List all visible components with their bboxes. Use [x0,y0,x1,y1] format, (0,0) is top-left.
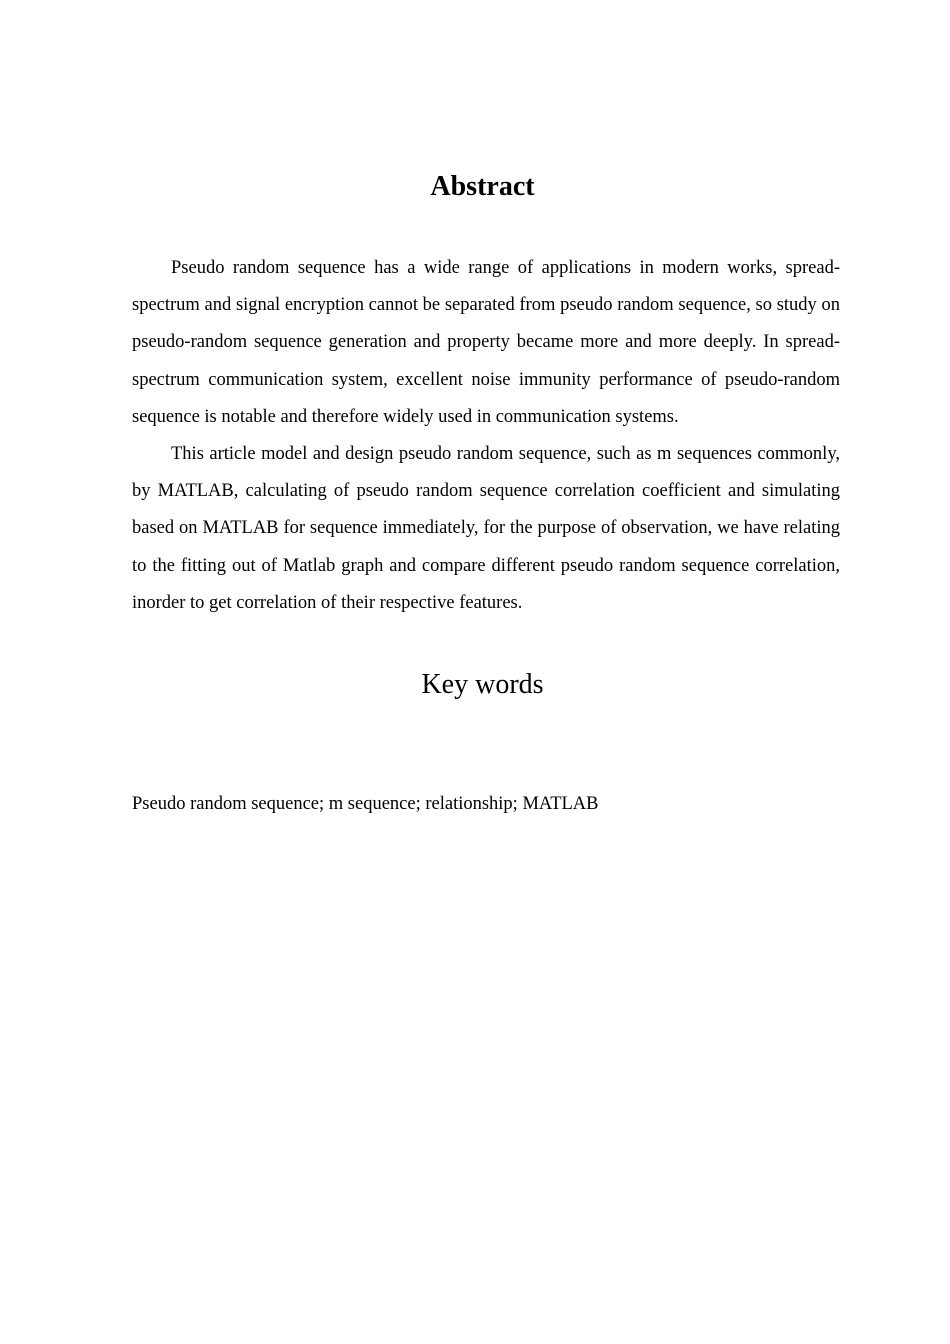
abstract-body [132,250,840,622]
keywords-heading: Key words [421,669,544,700]
keywords-text: Pseudo random sequence; m sequence; relationship; MATLAB [132,794,599,814]
abstract-heading: Abstract [430,171,535,202]
abstract-paragraph-1: Pseudo random sequence has a wide range of applications in modern works, spread-spectrum and signal encryption cannot be separated from pseudo random sequence, so study on pseudo-random sequence generation and property became more and more deeply. In spread-spectrum communication system, excellent noise immunity performance of pseudo-random sequence is notable and therefore widely used in communication systems. [132,258,840,427]
abstract-paragraph-2: This article model and design pseudo random sequence, such as m sequences commonly, by MATLAB, calculating of pseudo random sequence correlation coefficient and simulating based on MATLAB for sequence immediately, for the purpose of observation, we have relating to the fitting out of Matlab graph and compare different pseudo random sequence correlation, inorder to get correlation of their respective features. [132,444,840,613]
